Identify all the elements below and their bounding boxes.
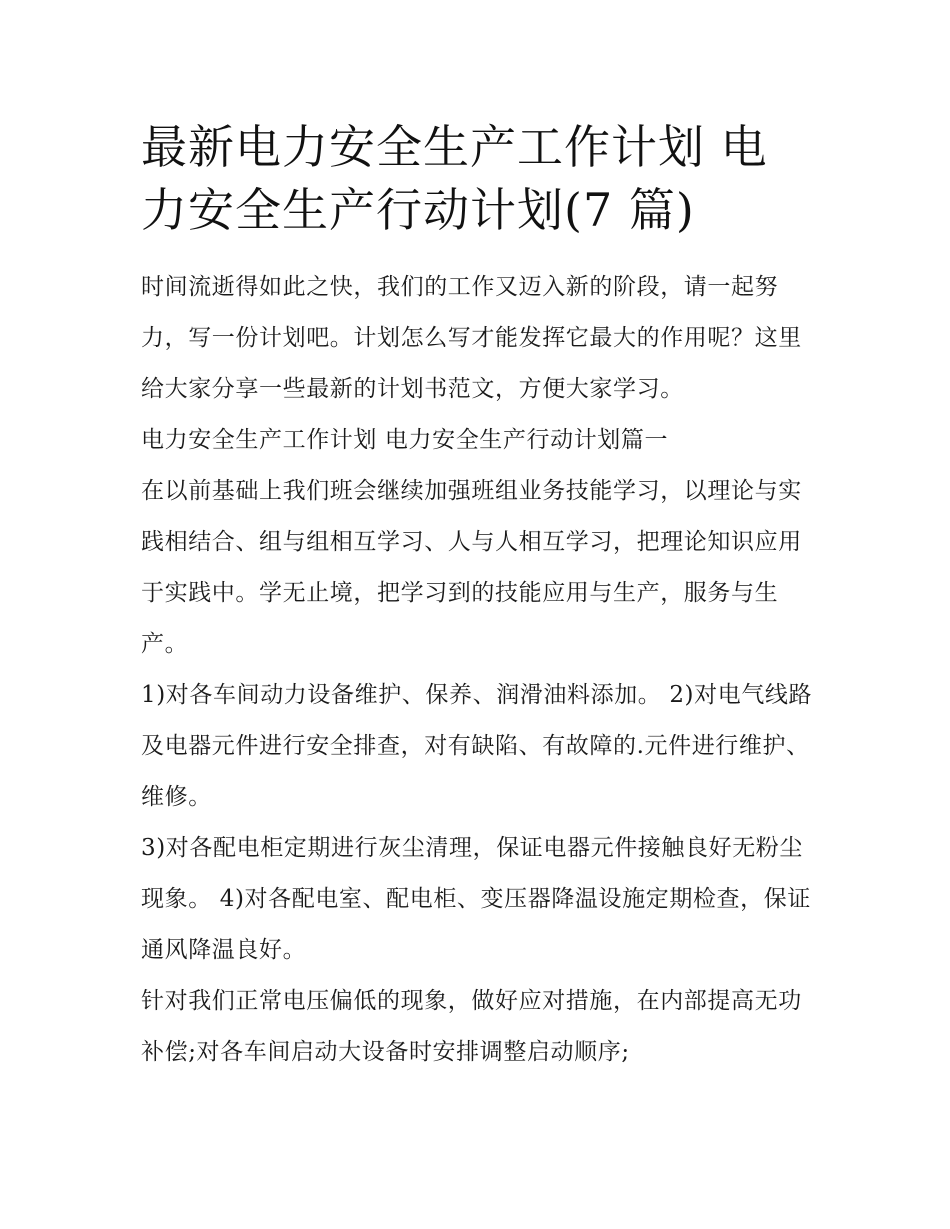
body-paragraph: 针对我们正常电压偏低的现象，做好应对措施，在内部提高无功补偿;对各车间启动大设备时安排调整启动顺序;	[141, 988, 802, 1065]
section-heading: 电力安全生产工作计划 电力安全生产行动计划篇一	[141, 427, 669, 453]
intro-paragraph: 时间流逝得如此之快，我们的工作又迈入新的阶段，请一起努力，写一份计划吧。计划怎么写才能发挥它最大的作用呢？这里给大家分享一些最新的计划书范文，方便大家学习。	[141, 274, 802, 402]
document-title: 最新电力安全生产工作计划 电力安全生产行动计划(7 篇)	[141, 120, 768, 237]
document-body	[141, 262, 813, 1078]
body-paragraph: 在以前基础上我们班会继续加强班组业务技能学习，以理论与实践相结合、组与组相互学习、人与人相互学习，把理论知识应用于实践中。学无止境，把学习到的技能应用与生产，服务与生产。	[141, 478, 802, 657]
body-paragraph: 1)对各车间动力设备维护、保养、润滑油料添加。 2)对电气线路及电器元件进行安全排查，对有缺陷、有故障的.元件进行维护、维修。	[141, 682, 813, 810]
document-page	[141, 116, 813, 1078]
body-paragraph: 3)对各配电柜定期进行灰尘清理，保证电器元件接触良好无粉尘现象。 4)对各配电室、配电柜、变压器降温设施定期检查，保证通风降温良好。	[141, 835, 811, 963]
